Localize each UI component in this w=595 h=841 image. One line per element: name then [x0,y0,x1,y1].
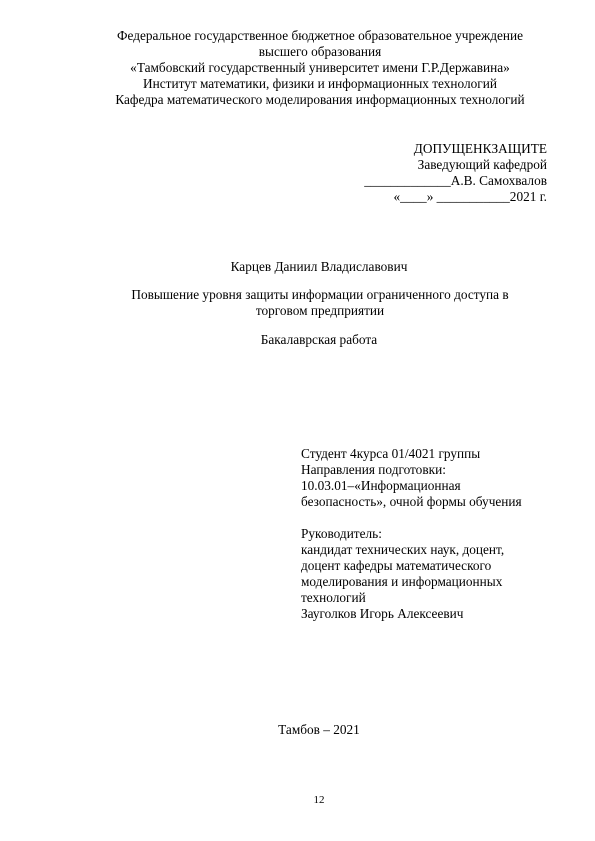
supervisor-label: Руководитель: [301,526,382,541]
approval-position: Заведующий кафедрой [417,157,547,172]
header-line-ministry: Федеральное государственное бюджетное образовательное учреждение [116,28,523,43]
supervisor-line-2: доцент кафедры математического [301,558,492,573]
student-line: Студент 4курса 01/4021 группы [301,446,481,461]
student-info-block [301,446,561,622]
spacer [301,510,561,526]
supervisor-line-4: технологий [301,590,366,605]
approval-block [364,141,547,205]
direction-line-1: 10.03.01–«Информационная [301,478,461,493]
header-line-department: Кафедра математического моделирования информационных технологий [115,92,525,107]
page-number: 12 [313,794,325,806]
thesis-title-line-1: Повышение уровня защиты информации ограниченного доступа в [131,287,509,302]
direction-label: Направления подготовки: [301,462,446,477]
header-line-institute: Институт математики, физики и информационных технологий [143,76,497,91]
approval-heading: ДОПУЩЕНКЗАЩИТЕ [413,141,547,156]
supervisor-line-3: моделирования и информационных [301,574,503,589]
header-line-education-level: высшего образования [258,44,382,59]
direction-line-2: безопасность», очной формы обучения [301,494,522,509]
author-name: Карцев Даниил Владиславович [230,259,408,274]
city-year: Тамбов – 2021 [278,722,360,737]
approval-date-line: «____» ___________2021 г. [393,189,547,204]
approval-signature-line: _____________А.В. Самохвалов [364,173,547,188]
supervisor-line-1: кандидат технических наук, доцент, [301,542,505,557]
thesis-title-line-2: торговом предприятии [255,303,385,318]
supervisor-name: Зауголков Игорь Алексеевич [301,606,464,621]
header-line-university: «Тамбовский государственный университет имени Г.Р.Державина» [130,60,510,75]
institution-header [60,28,580,108]
thesis-title [110,287,530,319]
work-type: Бакалаврская работа [260,332,378,347]
